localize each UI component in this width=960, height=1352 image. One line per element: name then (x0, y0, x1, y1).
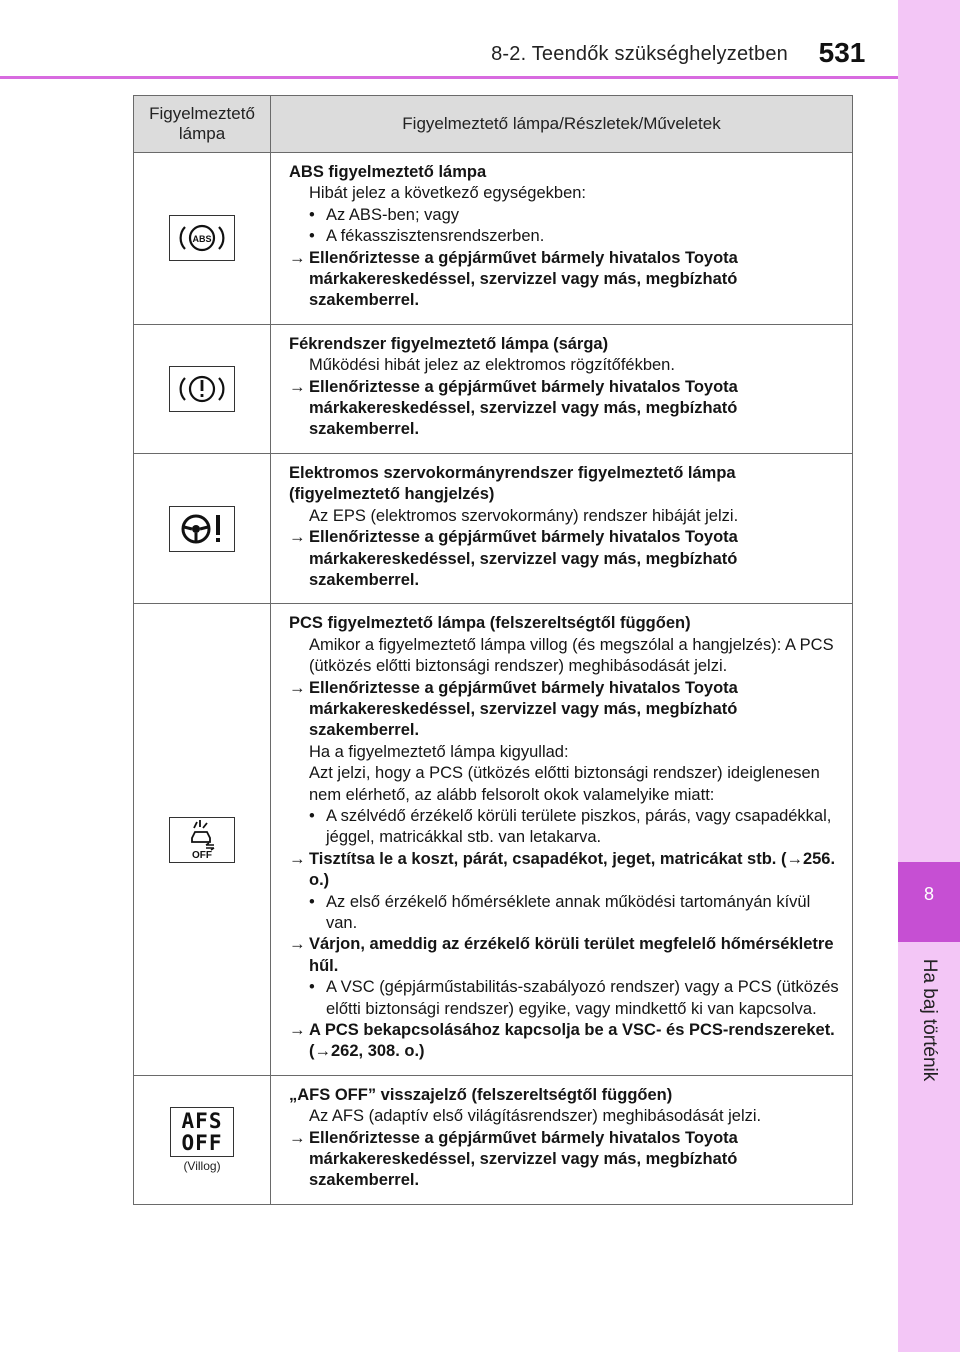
description-cell (271, 604, 853, 1076)
header-rule (0, 76, 898, 79)
entry-bullet: • A szélvédő érzékelő körüli területe piszkos, párás, vagy csapadékkal, jéggel, matricákkal stb. van letakarva. (309, 806, 840, 849)
afs-off-indicator-icon (170, 1107, 234, 1157)
description-cell (271, 324, 853, 453)
entry-text: Amikor a figyelmeztető lámpa villog (és megszólal a hangjelzés): A PCS (ütközés előtti biztonsági rendszer) meghibásodását jelzi. (309, 635, 834, 676)
table-row (134, 604, 853, 1076)
brake-system-warning-icon (169, 366, 235, 412)
header-details: Figyelmeztető lámpa/Részletek/Műveletek (271, 96, 853, 153)
entry-text: Azt jelzi, hogy a PCS (ütközés előtti biztonsági rendszer) ideiglenesen nem elérhető, az alább felsorolt okok valamelyike miatt: (309, 764, 820, 804)
chapter-number: 8 (898, 862, 960, 942)
table-row (134, 153, 853, 325)
svg-text:OFF: OFF (192, 849, 212, 861)
abs-warning-icon (169, 215, 235, 261)
entry-title: ABS figyelmeztető lámpa (289, 163, 487, 181)
svg-text:ABS: ABS (192, 234, 212, 245)
table-row (134, 453, 853, 603)
pcs-off-icon (169, 817, 235, 863)
side-tab-top (898, 0, 960, 862)
entry-bullet: • Az első érzékelő hőmérséklete annak működési tartományán kívül van. (309, 892, 840, 935)
warning-lights-table (133, 95, 853, 1205)
entry-action: → Tisztítsa le a koszt, párát, csapadékot, jeget, matricákat stb. (→256. o.) (289, 849, 840, 892)
entry-text: Ha a figyelmeztető lámpa kigyullad: (309, 742, 569, 761)
icon-cell (134, 153, 271, 325)
icon-cell (134, 453, 271, 603)
chapter-label: Ha baj történik (919, 958, 940, 1082)
icon-cell (134, 324, 271, 453)
eps-steering-warning-icon (169, 506, 235, 552)
entry-action: → Ellenőriztesse a gépjárművet bármely hivatalos Toyota márkakereskedéssel, szervizzel vagy más, megbízható szakemberrel. (289, 1128, 840, 1192)
description-cell (271, 453, 853, 603)
header-lamp: Figyelmeztető lámpa (134, 96, 271, 153)
entry-bullet: • A fékasszisztensrendszerben. (309, 226, 840, 247)
entry-action: → Várjon, ameddig az érzékelő körüli terület megfelelő hőmérsékletre hűl. (289, 934, 840, 977)
icon-cell (134, 604, 271, 1076)
entry-action: → Ellenőriztesse a gépjárművet bármely hivatalos Toyota márkakereskedéssel, szervizzel vagy más, megbízható szakemberrel. (289, 527, 840, 591)
entry-bullet: • A VSC (gépjárműstabilitás-szabályozó rendszer) vagy a PCS (ütközés előtti biztonsági rendszer) egyike, vagy mindkettő ki van kapcsolva. (309, 977, 840, 1020)
icon-cell (134, 1075, 271, 1204)
table-row (134, 324, 853, 453)
entry-action: → Ellenőriztesse a gépjárművet bármely hivatalos Toyota márkakereskedéssel, szervizzel vagy más, megbízható szakemberrel. (289, 248, 840, 312)
entry-action: → Ellenőriztesse a gépjárművet bármely hivatalos Toyota márkakereskedéssel, szervizzel vagy más, megbízható szakemberrel. (289, 678, 840, 742)
icon-caption: (Villog) (183, 1158, 221, 1173)
entry-title: „AFS OFF” visszajelző (felszereltségtől függően) (289, 1085, 673, 1104)
entry-action: → Ellenőriztesse a gépjárművet bármely hivatalos Toyota márkakereskedéssel, szervizzel vagy más, megbízható szakemberrel. (289, 377, 840, 441)
entry-bullet: • Az ABS-ben; vagy (309, 205, 840, 226)
entry-title: Elektromos szervokormányrendszer figyelmeztető lámpa (figyelmeztető hangjelzés) (289, 463, 736, 504)
off-icon-text: OFF (181, 1130, 223, 1155)
afs-icon-text: AFS (181, 1108, 223, 1133)
section-title: 8-2. Teendők szükséghelyzetben (491, 43, 788, 65)
entry-title: PCS figyelmeztető lámpa (felszereltségtől függően) (289, 614, 691, 633)
entry-text: Az AFS (adaptív első világításrendszer) meghibásodását jelzi. (309, 1107, 762, 1126)
entry-title: Fékrendszer figyelmeztető lámpa (sárga) (289, 334, 609, 353)
table-row (134, 1075, 853, 1204)
description-cell (271, 153, 853, 325)
entry-text: Az EPS (elektromos szervokormány) rendszer hibáját jelzi. (309, 506, 739, 525)
entry-text: Hibát jelez a következő egységekben: (309, 184, 587, 203)
table-header-row (134, 96, 853, 153)
entry-text: Működési hibát jelez az elektromos rögzítőfékben. (309, 356, 675, 375)
entry-action: → A PCS bekapcsolásához kapcsolja be a VSC- és PCS-rendszereket. (→262, 308. o.) (289, 1020, 840, 1063)
page-number: 531 (818, 37, 866, 68)
description-cell (271, 1075, 853, 1204)
